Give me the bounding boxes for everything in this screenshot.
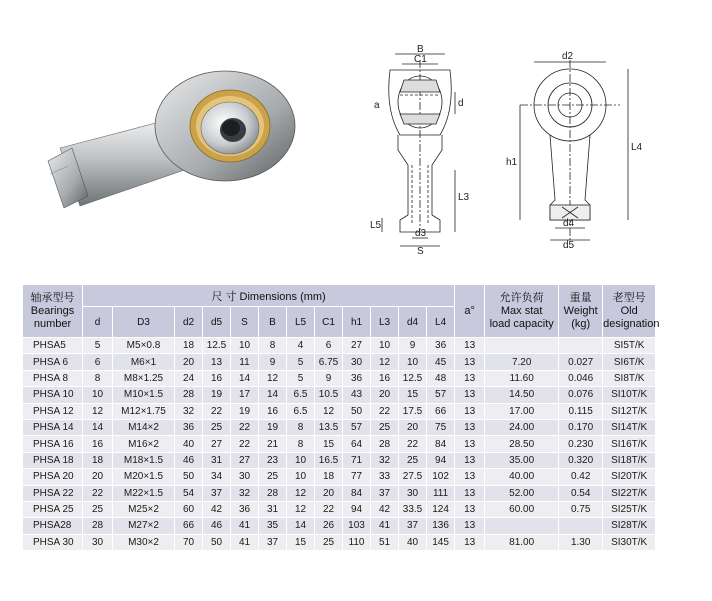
bearing-number-cell: PHSA 30	[23, 534, 83, 550]
table-row	[23, 419, 656, 435]
table-cell: 19	[259, 419, 287, 435]
table-cell: 30	[399, 485, 427, 501]
table-cell: 0.115	[559, 403, 603, 419]
table-cell: 13	[455, 469, 485, 485]
table-cell: 40	[399, 534, 427, 550]
table-cell: 102	[427, 469, 455, 485]
table-cell: 36	[343, 370, 371, 386]
specification-table	[22, 284, 660, 551]
table-cell: 41	[231, 534, 259, 550]
table-cell: 57	[343, 419, 371, 435]
table-cell: 57	[427, 387, 455, 403]
table-cell: 28	[83, 518, 113, 534]
table-cell: 25	[315, 534, 343, 550]
dim-label-d4: d4	[563, 218, 575, 229]
table-cell: 10	[231, 338, 259, 354]
bearing-number-cell: PHSA 20	[23, 469, 83, 485]
table-cell: 12.5	[399, 370, 427, 386]
table-cell: 37	[259, 534, 287, 550]
header-dim-l4: L4	[427, 307, 455, 338]
table-cell: M8×1.25	[113, 370, 175, 386]
table-cell: 40	[175, 436, 203, 452]
table-cell: SI8T/K	[603, 370, 656, 386]
table-cell: 5	[83, 338, 113, 354]
table-row	[23, 518, 656, 534]
table-cell: M6×1	[113, 354, 175, 370]
table-cell: SI20T/K	[603, 469, 656, 485]
table-cell: 35.00	[485, 452, 559, 468]
table-cell: 50	[175, 469, 203, 485]
table-cell: SI6T/K	[603, 354, 656, 370]
table-cell: 46	[175, 452, 203, 468]
bearing-number-cell: PHSA 8	[23, 370, 83, 386]
table-cell: M22×1.5	[113, 485, 175, 501]
table-row	[23, 354, 656, 370]
table-cell: 25	[371, 419, 399, 435]
table-row	[23, 387, 656, 403]
table-cell: SI28T/K	[603, 518, 656, 534]
table-cell: 18	[83, 452, 113, 468]
table-cell: 84	[427, 436, 455, 452]
table-cell: 31	[203, 452, 231, 468]
table-cell: 12	[315, 403, 343, 419]
table-cell: 16	[259, 403, 287, 419]
table-cell: 14	[231, 370, 259, 386]
table-cell: 16	[83, 436, 113, 452]
table-cell: 15	[287, 534, 315, 550]
table-cell: 5	[287, 354, 315, 370]
table-cell: M16×2	[113, 436, 175, 452]
bearing-number-cell: PHSA 6	[23, 354, 83, 370]
table-cell: 9	[259, 354, 287, 370]
table-cell: 10	[287, 452, 315, 468]
table-cell: SI10T/K	[603, 387, 656, 403]
table-cell: 21	[259, 436, 287, 452]
bearing-number-cell: PHSA28	[23, 518, 83, 534]
table-cell: 27.5	[399, 469, 427, 485]
table-cell: 8	[259, 338, 287, 354]
table-cell: 94	[427, 452, 455, 468]
table-cell: SI25T/K	[603, 501, 656, 517]
header-dim-d: d	[83, 307, 113, 338]
table-cell: 12	[287, 485, 315, 501]
table-cell: 13	[455, 485, 485, 501]
table-cell: 28	[259, 485, 287, 501]
table-cell: 70	[175, 534, 203, 550]
table-cell: 13	[455, 403, 485, 419]
table-cell: 52.00	[485, 485, 559, 501]
table-cell: 18	[175, 338, 203, 354]
dim-label-h1: h1	[506, 157, 518, 168]
table-cell: 5	[287, 370, 315, 386]
table-cell: 23	[259, 452, 287, 468]
table-cell: 64	[343, 436, 371, 452]
table-cell: 6	[315, 338, 343, 354]
table-cell: 6.5	[287, 403, 315, 419]
table-cell: 40.00	[485, 469, 559, 485]
table-cell: 22	[315, 501, 343, 517]
table-cell: 66	[175, 518, 203, 534]
table-cell: 6.5	[287, 387, 315, 403]
table-cell: SI16T/K	[603, 436, 656, 452]
table-cell: 1.30	[559, 534, 603, 550]
table-cell: 8	[83, 370, 113, 386]
front-view-drawing	[500, 50, 643, 251]
table-cell: 30	[231, 469, 259, 485]
table-cell: 50	[203, 534, 231, 550]
table-row	[23, 403, 656, 419]
table-row	[23, 370, 656, 386]
table-cell: 0.320	[559, 452, 603, 468]
table-cell: 0.75	[559, 501, 603, 517]
side-section-drawing	[360, 40, 480, 255]
table-cell: 10	[371, 338, 399, 354]
table-cell: 0.42	[559, 469, 603, 485]
table-cell: 20	[315, 485, 343, 501]
table-cell: 41	[371, 518, 399, 534]
table-cell: 6.75	[315, 354, 343, 370]
table-cell: 11.60	[485, 370, 559, 386]
table-cell: 20	[371, 387, 399, 403]
table-cell: M25×2	[113, 501, 175, 517]
table-cell: 25	[83, 501, 113, 517]
table-cell: 14	[259, 387, 287, 403]
table-cell: 10.5	[315, 387, 343, 403]
table-cell: M27×2	[113, 518, 175, 534]
table-cell: 13	[203, 354, 231, 370]
table-cell: 13	[455, 501, 485, 517]
table-cell: 11	[231, 354, 259, 370]
table-cell: 13	[455, 518, 485, 534]
table-cell: 12	[259, 370, 287, 386]
table-cell: 15	[399, 387, 427, 403]
table-cell: 0.54	[559, 485, 603, 501]
table-row	[23, 436, 656, 452]
table-cell: 37	[371, 485, 399, 501]
header-dim-h1: h1	[343, 307, 371, 338]
dim-label-d5: d5	[563, 240, 575, 251]
table-cell: M20×1.5	[113, 469, 175, 485]
table-cell: 60	[175, 501, 203, 517]
table-row	[23, 469, 656, 485]
table-cell: 16	[203, 370, 231, 386]
table-cell: M12×1.75	[113, 403, 175, 419]
table-cell: 19	[203, 387, 231, 403]
table-cell: M30×2	[113, 534, 175, 550]
header-dim-d5: d5	[203, 307, 231, 338]
header-dim-b: B	[259, 307, 287, 338]
table-cell: 20	[399, 419, 427, 435]
table-cell	[485, 518, 559, 534]
table-cell: 51	[371, 534, 399, 550]
dim-label-d3: d3	[415, 228, 427, 239]
table-cell: 16	[371, 370, 399, 386]
table-cell: 34	[203, 469, 231, 485]
table-row	[23, 485, 656, 501]
table-cell: 31	[259, 501, 287, 517]
table-cell: 16.5	[315, 452, 343, 468]
table-row	[23, 338, 656, 354]
table-cell: 22	[203, 403, 231, 419]
dim-label-C1: C1	[414, 54, 427, 65]
table-cell: 6	[83, 354, 113, 370]
table-cell: 12	[371, 354, 399, 370]
table-cell: 13	[455, 419, 485, 435]
table-cell: 41	[231, 518, 259, 534]
table-cell: SI18T/K	[603, 452, 656, 468]
table-cell: 10	[399, 354, 427, 370]
dim-label-L3: L3	[458, 192, 470, 203]
table-cell: 27	[231, 452, 259, 468]
table-cell: 4	[287, 338, 315, 354]
table-cell: 25	[399, 452, 427, 468]
table-cell: 19	[231, 403, 259, 419]
table-cell: 32	[231, 485, 259, 501]
table-cell: 25	[203, 419, 231, 435]
table-cell: 12.5	[203, 338, 231, 354]
table-cell: 28	[371, 436, 399, 452]
table-cell: 42	[203, 501, 231, 517]
header-dim-l3: L3	[371, 307, 399, 338]
table-cell: 50	[343, 403, 371, 419]
table-cell: 17	[231, 387, 259, 403]
dim-label-d: d	[458, 98, 464, 109]
table-cell: 111	[427, 485, 455, 501]
table-cell: 22	[231, 436, 259, 452]
table-cell: 75	[427, 419, 455, 435]
table-cell: 26	[315, 518, 343, 534]
header-weight: 重量 Weight (kg)	[559, 285, 603, 338]
table-cell: 32	[175, 403, 203, 419]
table-cell: 145	[427, 534, 455, 550]
table-cell: 46	[203, 518, 231, 534]
table-cell: 0.230	[559, 436, 603, 452]
bearing-number-cell: PHSA 10	[23, 387, 83, 403]
table-cell: 0.076	[559, 387, 603, 403]
dim-label-a: a	[374, 100, 380, 111]
table-cell: 15	[315, 436, 343, 452]
bearing-number-cell: PHSA 16	[23, 436, 83, 452]
table-cell: 33	[371, 469, 399, 485]
header-dim-s: S	[231, 307, 259, 338]
table-cell: SI30T/K	[603, 534, 656, 550]
table-cell: 13.5	[315, 419, 343, 435]
table-cell: 48	[427, 370, 455, 386]
table-cell: 7.20	[485, 354, 559, 370]
table-cell: 35	[259, 518, 287, 534]
table-cell	[485, 338, 559, 354]
table-row	[23, 534, 656, 550]
table-cell	[559, 338, 603, 354]
table-cell: 13	[455, 338, 485, 354]
table-cell: 10	[287, 469, 315, 485]
table-cell: 32	[371, 452, 399, 468]
table-cell: 0.170	[559, 419, 603, 435]
table-cell: 124	[427, 501, 455, 517]
table-cell: 36	[231, 501, 259, 517]
table-cell: 13	[455, 436, 485, 452]
table-cell: 20	[175, 354, 203, 370]
table-cell: 24	[175, 370, 203, 386]
table-cell: 9	[315, 370, 343, 386]
table-cell: 28.50	[485, 436, 559, 452]
table-cell: 13	[455, 452, 485, 468]
table-cell: 14	[83, 419, 113, 435]
table-cell: 110	[343, 534, 371, 550]
table-cell: 10	[83, 387, 113, 403]
table-cell: 14	[287, 518, 315, 534]
table-cell: SI22T/K	[603, 485, 656, 501]
table-cell: SI14T/K	[603, 419, 656, 435]
table-cell: 13	[455, 387, 485, 403]
table-cell: SI5T/K	[603, 338, 656, 354]
table-cell: 77	[343, 469, 371, 485]
table-cell: 20	[83, 469, 113, 485]
table-cell: M18×1.5	[113, 452, 175, 468]
table-cell: 17.5	[399, 403, 427, 419]
dim-label-B: B	[417, 44, 424, 55]
table-cell: 60.00	[485, 501, 559, 517]
table-cell: 36	[175, 419, 203, 435]
table-cell: 71	[343, 452, 371, 468]
table-cell: 13	[455, 370, 485, 386]
table-cell: 45	[427, 354, 455, 370]
dim-label-L5: L5	[370, 220, 382, 231]
bearing-number-cell: PHSA 25	[23, 501, 83, 517]
table-cell: 17.00	[485, 403, 559, 419]
header-dim-d3: D3	[113, 307, 175, 338]
header-dim-d2: d2	[175, 307, 203, 338]
header-dim-c1: C1	[315, 307, 343, 338]
table-cell: 8	[287, 436, 315, 452]
header-load-capacity: 允许负荷 Max stat load capacity	[485, 285, 559, 338]
table-cell: 42	[371, 501, 399, 517]
product-photo	[40, 56, 310, 221]
table-cell: 27	[203, 436, 231, 452]
table-cell: 27	[343, 338, 371, 354]
table-cell: 9	[399, 338, 427, 354]
table-cell: 30	[83, 534, 113, 550]
table-cell: 0.046	[559, 370, 603, 386]
table-cell: 13	[455, 354, 485, 370]
header-dim-d4: d4	[399, 307, 427, 338]
table-cell: 0.027	[559, 354, 603, 370]
bearing-number-cell: PHSA 22	[23, 485, 83, 501]
table-cell: 81.00	[485, 534, 559, 550]
table-cell: 18	[315, 469, 343, 485]
table-cell: 36	[427, 338, 455, 354]
table-cell: 33.5	[399, 501, 427, 517]
bearing-number-cell: PHSA 14	[23, 419, 83, 435]
table-cell: 103	[343, 518, 371, 534]
table-cell: M10×1.5	[113, 387, 175, 403]
table-row	[23, 501, 656, 517]
table-cell: 8	[287, 419, 315, 435]
table-cell: 84	[343, 485, 371, 501]
header-dimensions: 尺 寸 Dimensions (mm)	[83, 285, 455, 307]
table-cell: 54	[175, 485, 203, 501]
header-old-designation: 老型号 Old designation	[603, 285, 656, 338]
table-cell: 37	[203, 485, 231, 501]
table-cell: 22	[399, 436, 427, 452]
header-dim-l5: L5	[287, 307, 315, 338]
table-cell	[559, 518, 603, 534]
table-cell: 66	[427, 403, 455, 419]
table-cell: 12	[83, 403, 113, 419]
bearing-number-cell: PHSA5	[23, 338, 83, 354]
dim-label-L4: L4	[631, 142, 643, 153]
dim-label-S: S	[417, 246, 424, 257]
table-cell: 94	[343, 501, 371, 517]
table-row	[23, 452, 656, 468]
header-alpha: a°	[455, 285, 485, 338]
table-cell: 12	[287, 501, 315, 517]
table-cell: 22	[231, 419, 259, 435]
table-cell: 22	[371, 403, 399, 419]
table-cell: M5×0.8	[113, 338, 175, 354]
table-cell: SI12T/K	[603, 403, 656, 419]
header-bearing-number: 轴承型号 Bearings number	[23, 285, 83, 338]
table-cell: 13	[455, 534, 485, 550]
bearing-number-cell: PHSA 12	[23, 403, 83, 419]
table-cell: 43	[343, 387, 371, 403]
bearing-number-cell: PHSA 18	[23, 452, 83, 468]
table-cell: M14×2	[113, 419, 175, 435]
dim-label-d2: d2	[562, 51, 574, 62]
table-cell: 22	[83, 485, 113, 501]
table-cell: 24.00	[485, 419, 559, 435]
table-cell: 25	[259, 469, 287, 485]
table-cell: 14.50	[485, 387, 559, 403]
table-cell: 28	[175, 387, 203, 403]
table-cell: 136	[427, 518, 455, 534]
table-cell: 30	[343, 354, 371, 370]
table-cell: 37	[399, 518, 427, 534]
